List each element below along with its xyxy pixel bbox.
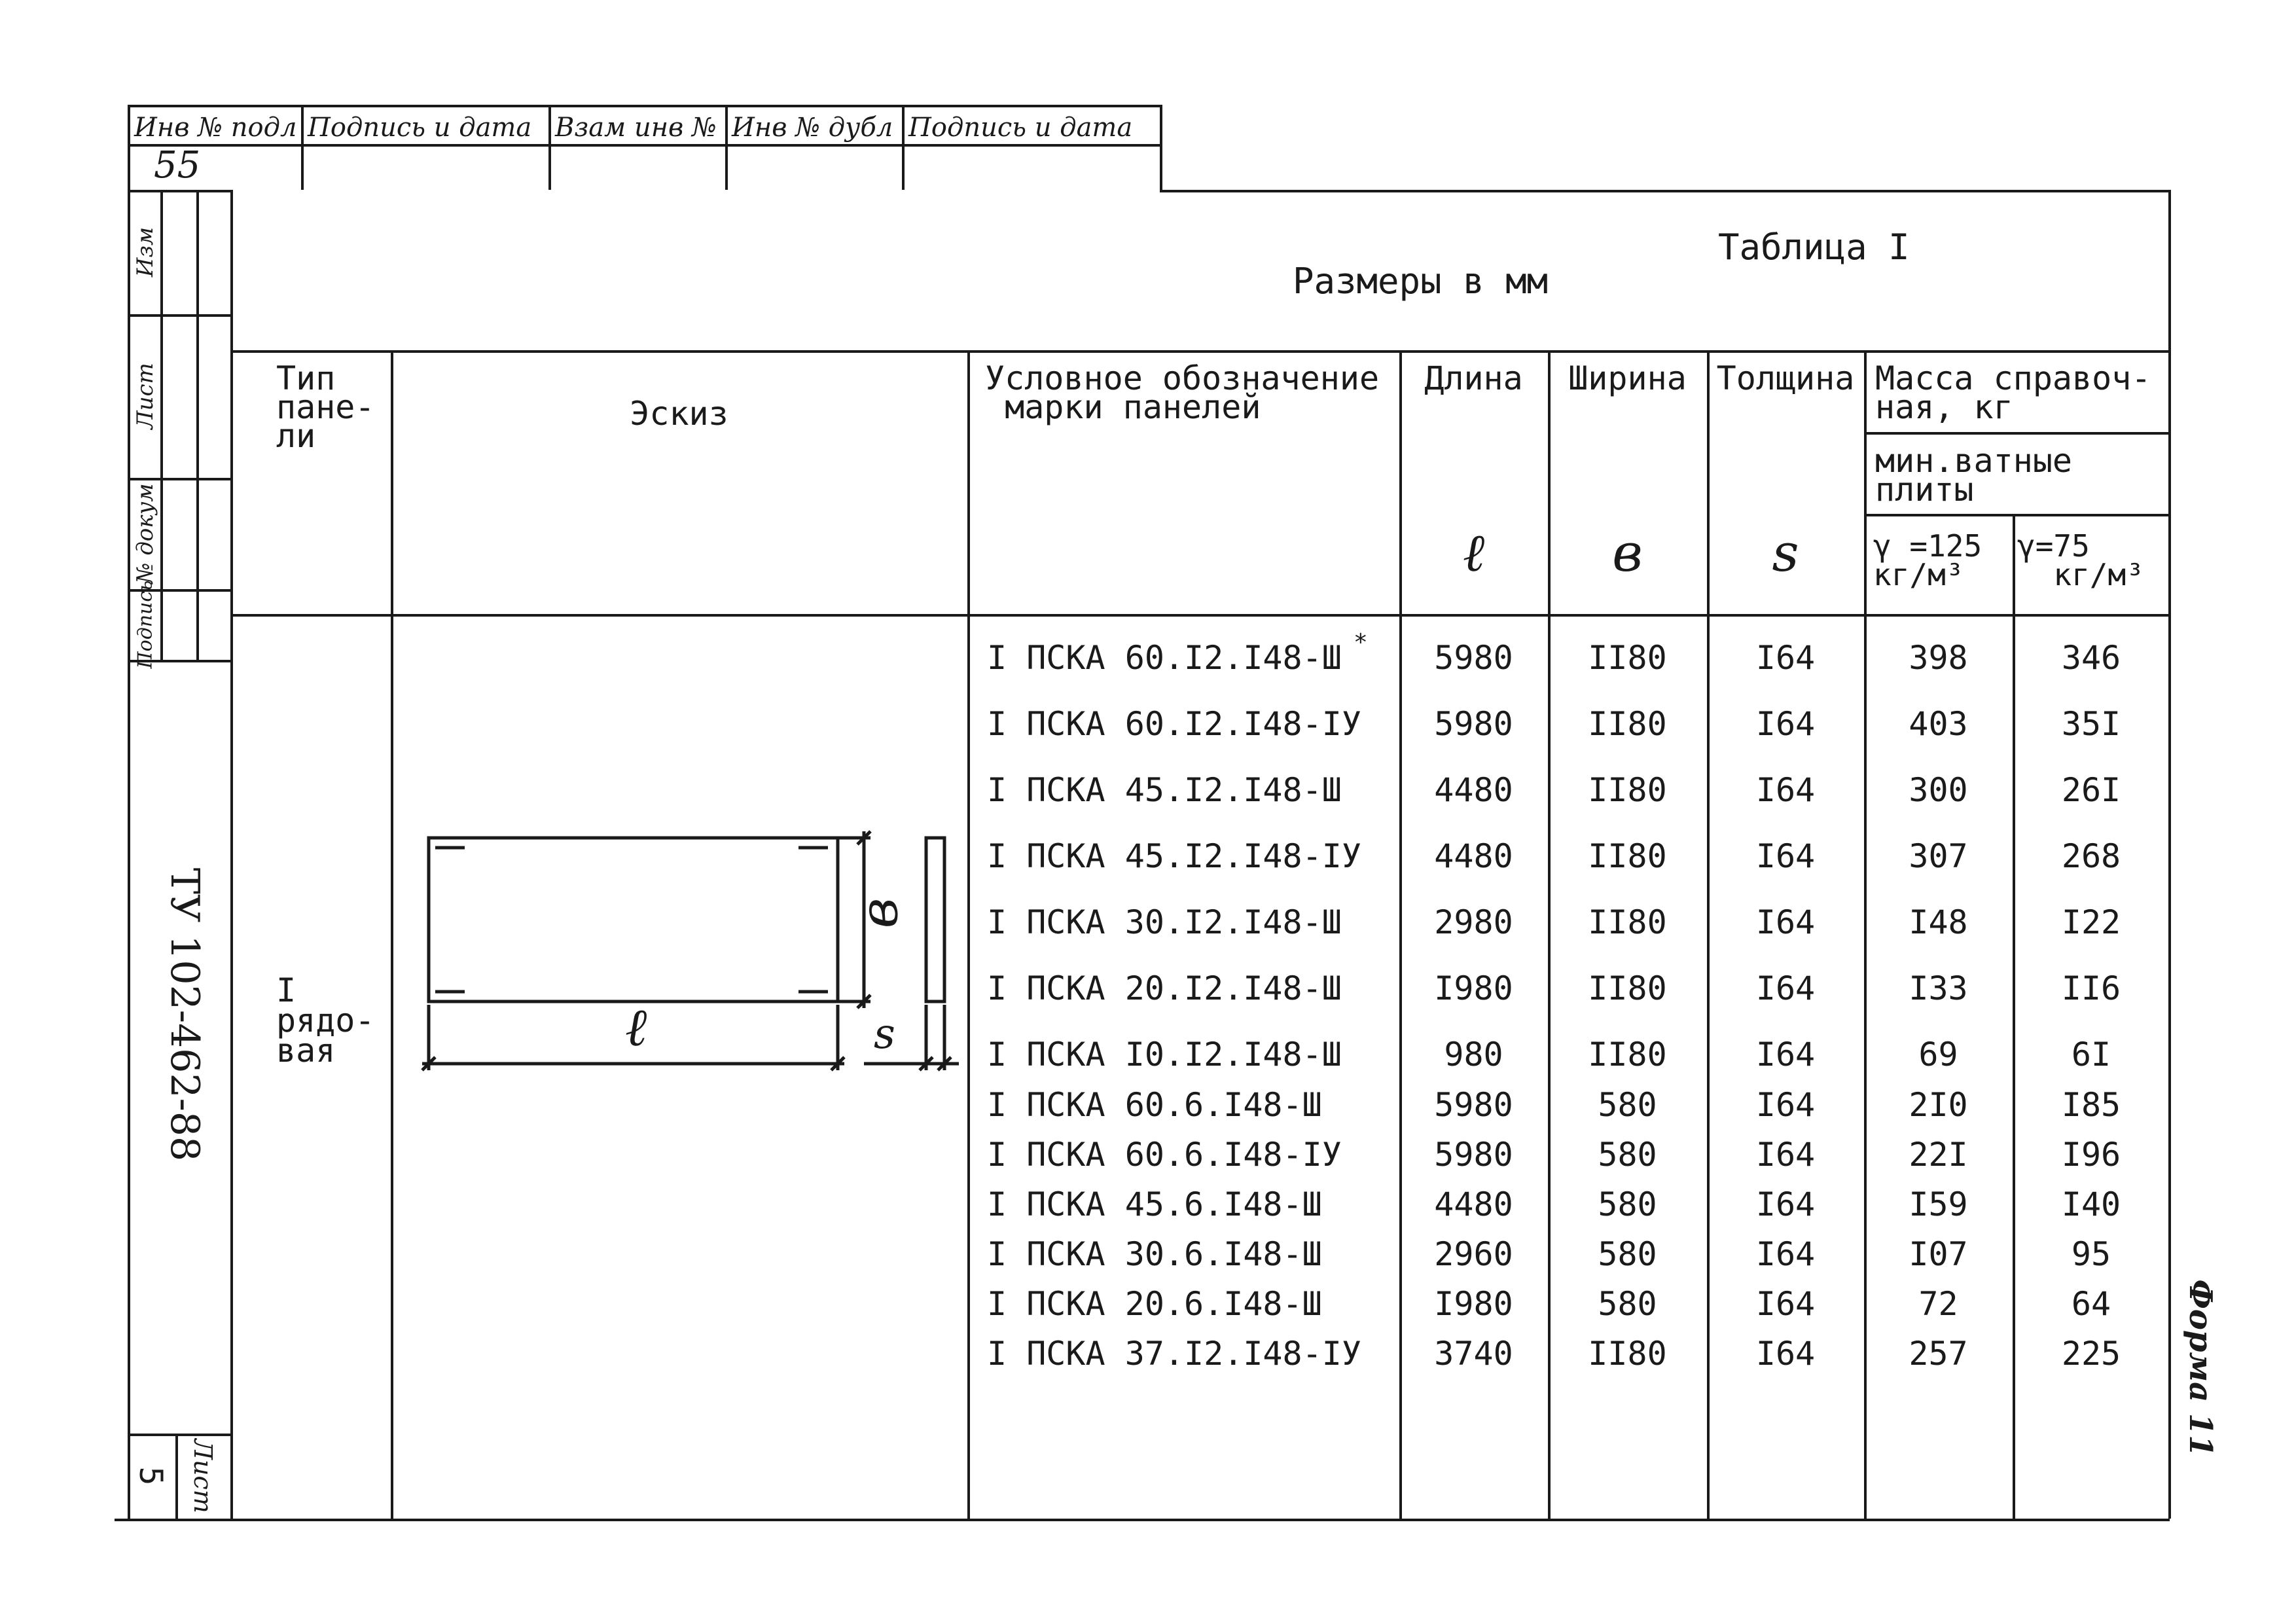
row-1-m125: 398 xyxy=(1909,639,1968,677)
row-1-width: II80 xyxy=(1588,639,1667,677)
stamp-replace-inv-header: Взам инв № xyxy=(555,113,717,143)
row-12-width: 580 xyxy=(1598,1285,1657,1323)
sketch-thickness-label: s xyxy=(874,1010,895,1058)
row-5-m125: I48 xyxy=(1909,903,1968,941)
stamp-inv-dubl-header: Инв № дубл xyxy=(732,113,893,143)
stamp-signature-date-header: Подпись и дата xyxy=(308,113,532,143)
row-11-mark: I ПСКА 30.6.I48-Ш xyxy=(987,1235,1322,1273)
row-1-mark: I ПСКА 60.I2.I48-Ш xyxy=(987,639,1342,677)
row-6-thickness: I64 xyxy=(1755,969,1816,1007)
sketch-width-label: в xyxy=(848,897,910,929)
row-6-m75: II6 xyxy=(2061,969,2121,1007)
col-header-mass-sub: мин.ватные плиты xyxy=(1875,442,2073,509)
row-4-mark: I ПСКА 45.I2.I48-IУ xyxy=(987,837,1361,875)
col-header-mark: Условное обозначение марки панелей xyxy=(985,359,1380,426)
row-10-length: 4480 xyxy=(1434,1185,1513,1223)
row-4-thickness: I64 xyxy=(1755,837,1816,875)
row-9-length: 5980 xyxy=(1434,1136,1513,1174)
length-symbol: ℓ xyxy=(1462,522,1485,583)
row-13-m75: 225 xyxy=(2061,1335,2121,1373)
row-12-length: I980 xyxy=(1434,1285,1513,1323)
row-8-thickness: I64 xyxy=(1755,1086,1816,1124)
strip-label-list: Лист xyxy=(132,363,158,429)
row-3-m75: 26I xyxy=(2061,771,2121,809)
sheet-number: 5 xyxy=(132,1466,169,1486)
row-4-m125: 307 xyxy=(1909,837,1968,875)
row-12-m125: 72 xyxy=(1918,1285,1958,1323)
row-12-mark: I ПСКА 20.6.I48-Ш xyxy=(987,1285,1322,1323)
row-4-width: II80 xyxy=(1588,837,1667,875)
row-9-m75: I96 xyxy=(2061,1136,2121,1174)
row-9-thickness: I64 xyxy=(1755,1136,1816,1174)
strip-label-doc-num: № докум xyxy=(132,483,158,584)
row-3-m125: 300 xyxy=(1909,771,1968,809)
row-8-width: 580 xyxy=(1598,1086,1657,1124)
row-3-length: 4480 xyxy=(1434,771,1513,809)
col-header-sketch: Эскиз xyxy=(630,395,728,433)
units-caption: Размеры в мм xyxy=(1293,261,1549,302)
row-11-m75: 95 xyxy=(2071,1235,2111,1273)
row-10-m75: I40 xyxy=(2061,1185,2121,1223)
stamp-signature-date-header-2: Подпись и дата xyxy=(908,113,1133,143)
row-11-width: 580 xyxy=(1598,1235,1657,1273)
panel-type-label: I рядо- вая xyxy=(276,971,375,1070)
row-5-m75: I22 xyxy=(2061,903,2121,941)
col-header-mass: Масса справоч- ная, кг xyxy=(1875,359,2151,426)
doc-code: ТУ 102-462-88 xyxy=(162,867,207,1162)
row-2-m75: 35I xyxy=(2061,705,2121,743)
strip-label-signature: Подпись xyxy=(134,580,157,669)
stamp-inv-podl-header: Инв № подл xyxy=(134,113,297,143)
row-10-thickness: I64 xyxy=(1755,1185,1816,1223)
row-8-length: 5980 xyxy=(1434,1086,1513,1124)
row-6-mark: I ПСКА 20.I2.I48-Ш xyxy=(987,969,1342,1007)
row-4-m75: 268 xyxy=(2061,837,2121,875)
row-1-thickness: I64 xyxy=(1755,639,1816,677)
row-8-mark: I ПСКА 60.6.I48-Ш xyxy=(987,1086,1322,1124)
row-13-width: II80 xyxy=(1588,1335,1667,1373)
col-header-thickness: Толщина xyxy=(1716,359,1855,397)
row-8-m75: I85 xyxy=(2061,1086,2121,1124)
row-5-mark: I ПСКА 30.I2.I48-Ш xyxy=(987,903,1342,941)
row-5-length: 2980 xyxy=(1434,903,1513,941)
row-13-thickness: I64 xyxy=(1755,1335,1816,1373)
table-label: Таблица I xyxy=(1718,226,1910,268)
stamp-inv-value: 55 xyxy=(154,144,201,187)
col-header-density-125: γ =125 кг/м³ xyxy=(1873,528,1982,592)
row-2-thickness: I64 xyxy=(1755,705,1816,743)
form-label: Форма 11 xyxy=(2182,1279,2219,1457)
row-8-m125: 2I0 xyxy=(1909,1086,1968,1124)
row-5-width: II80 xyxy=(1588,903,1667,941)
row-1-length: 5980 xyxy=(1434,639,1513,677)
row-3-mark: I ПСКА 45.I2.I48-Ш xyxy=(987,771,1342,809)
row-2-mark: I ПСКА 60.I2.I48-IУ xyxy=(987,705,1361,743)
row-2-width: II80 xyxy=(1588,705,1667,743)
row-11-thickness: I64 xyxy=(1755,1235,1816,1273)
sheet-label: Лист xyxy=(188,1439,217,1513)
row-13-m125: 257 xyxy=(1909,1335,1968,1373)
row-7-thickness: I64 xyxy=(1755,1036,1816,1074)
width-symbol: в xyxy=(1612,522,1643,583)
col-header-width: Ширина xyxy=(1568,359,1687,397)
row-7-width: II80 xyxy=(1588,1036,1667,1074)
row-10-mark: I ПСКА 45.6.I48-Ш xyxy=(987,1185,1322,1223)
row-9-width: 580 xyxy=(1598,1136,1657,1174)
row-12-m75: 64 xyxy=(2071,1285,2111,1323)
col-header-length: Длина xyxy=(1424,359,1523,397)
row-11-length: 2960 xyxy=(1434,1235,1513,1273)
row-12-thickness: I64 xyxy=(1755,1285,1816,1323)
row-2-length: 5980 xyxy=(1434,705,1513,743)
row-7-mark: I ПСКА I0.I2.I48-Ш xyxy=(987,1036,1342,1074)
row-11-m125: I07 xyxy=(1909,1235,1968,1273)
row-2-m125: 403 xyxy=(1909,705,1968,743)
row-10-m125: I59 xyxy=(1909,1185,1968,1223)
row-7-m125: 69 xyxy=(1918,1036,1958,1074)
row-13-mark: I ПСКА 37.I2.I48-IУ xyxy=(987,1335,1361,1373)
row-13-length: 3740 xyxy=(1434,1335,1513,1373)
row-6-m125: I33 xyxy=(1909,969,1968,1007)
row-9-mark: I ПСКА 60.6.I48-IУ xyxy=(987,1136,1342,1174)
row-9-m125: 22I xyxy=(1909,1136,1968,1174)
row-7-length: 980 xyxy=(1444,1036,1503,1074)
row-1-mark-footnote: * xyxy=(1354,629,1368,656)
row-7-m75: 6I xyxy=(2071,1036,2111,1074)
row-6-width: II80 xyxy=(1588,969,1667,1007)
row-3-width: II80 xyxy=(1588,771,1667,809)
row-3-thickness: I64 xyxy=(1755,771,1816,809)
col-header-type: Тип пане- ли xyxy=(276,359,375,455)
sketch-length-label: ℓ xyxy=(625,997,647,1058)
strip-label-izm: Изм xyxy=(132,226,158,278)
col-header-density-75: γ=75 кг/м³ xyxy=(2017,528,2144,592)
row-4-length: 4480 xyxy=(1434,837,1513,875)
thickness-symbol: s xyxy=(1772,522,1799,583)
row-10-width: 580 xyxy=(1598,1185,1657,1223)
row-6-length: I980 xyxy=(1434,969,1513,1007)
row-5-thickness: I64 xyxy=(1755,903,1816,941)
row-1-m75: 346 xyxy=(2061,639,2121,677)
